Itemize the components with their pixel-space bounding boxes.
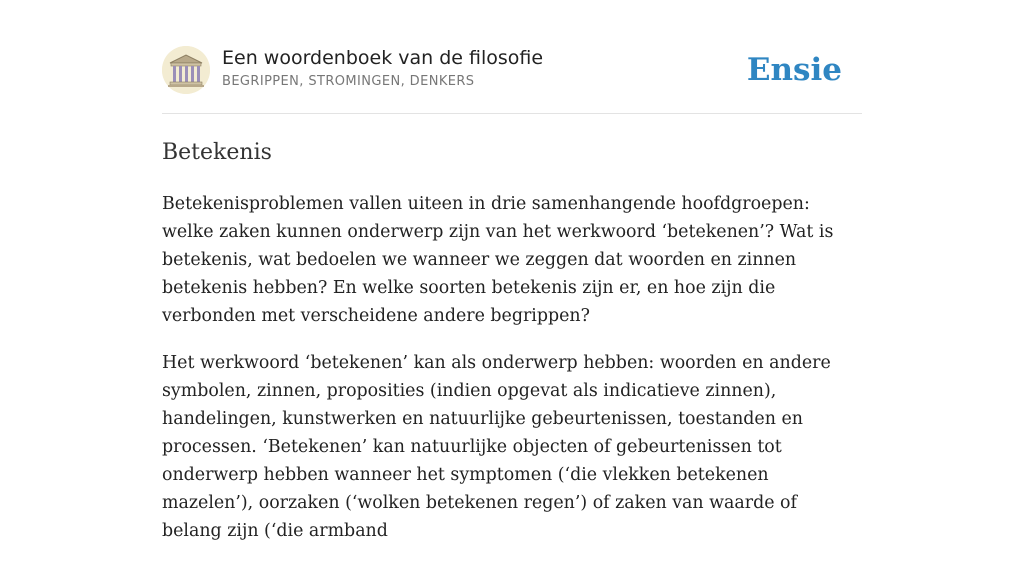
article-paragraph: Het werkwoord ‘betekenen’ kan als onderwerp hebben: woorden en andere symbolen, zinnen, proposities (indien opgevat als indicatieve zinnen), handelingen, kunstwerken en natuurlijke gebeurtenissen, toestanden en processen. ‘Betekenen’ kan natuurlijke objecten of gebeurtenissen tot onderwerp hebben wanneer het symptomen (‘die vlekken betekenen mazelen’), oorzaken (‘wolken betekenen regen’) of zaken van waarde of belang zijn (‘die armband xyxy=(162,353,831,541)
article-body xyxy=(162,190,862,564)
brand-logo-link[interactable]: Ensie xyxy=(746,52,842,88)
site-header xyxy=(162,46,862,96)
temple-icon[interactable] xyxy=(162,46,210,94)
header-divider xyxy=(162,113,862,114)
article-title: Betekenis xyxy=(162,140,272,165)
site-title[interactable]: Een woordenboek van de filosofie xyxy=(222,47,544,69)
article-paragraph: Betekenisproblemen vallen uiteen in drie samenhangende hoofdgroepen: welke zaken kunnen onderwerp zijn van het werkwoord ‘betekenen’? Wat is betekenis, wat bedoelen we wanneer we zeggen dat woorden en zinnen betekenis hebben? En welke soorten betekenis zijn er, en hoe zijn die verbonden met verscheidene andere begrippen? xyxy=(162,194,834,326)
site-subtitle: BEGRIPPEN, STROMINGEN, DENKERS xyxy=(222,74,475,89)
